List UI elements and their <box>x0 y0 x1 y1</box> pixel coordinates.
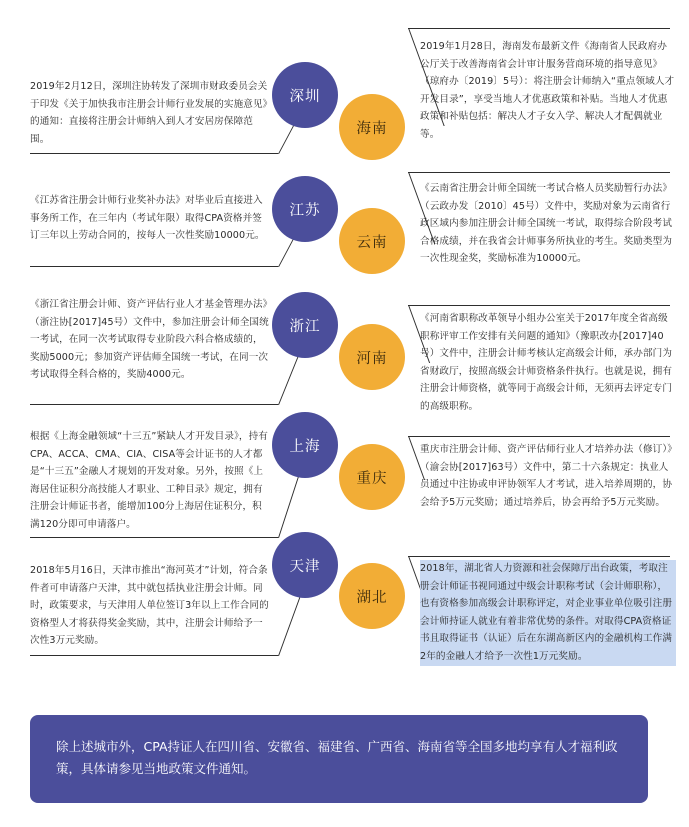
city-circle-tianjin: 天津 <box>272 532 338 598</box>
chongqing-policy-text: 重庆市注册会计师、资产评估师行业人才培养办法（修订）》（渝会协[2017]63号）文件中，第二十六条规定：执业人员通过中注协或申评协领军人才考试，进入培养周期的，协会给予5万元奖励；通过培养后，协会再给予5万元奖励。 <box>420 444 673 508</box>
city-circle-zhejiang: 浙江 <box>272 292 338 358</box>
city-circle-hubei: 湖北 <box>339 563 405 629</box>
shanghai-underline <box>30 537 278 538</box>
tianjin-underline <box>30 655 278 656</box>
yunnan-policy-text: 《云南省注册会计师全国统一考试合格人员奖励暂行办法》（云政办发〔2010〕45号）文件中，奖励对象为云南省行政区域内参加注册会计师全国统一考试，取得综合阶段考试合格成绩，并在我省会计师事务所执业的考生。奖励类型为一次性现金奖，奖励标准为10000元。 <box>420 183 673 265</box>
city-circle-shanghai: 上海 <box>272 412 338 478</box>
yunnan-topline <box>408 172 670 173</box>
henan-policy-text: 《河南省职称改革领导小组办公室关于2017年度全省高级职称评审工作安排有关问题的通知》（豫职改办[2017]40号）文件中，注册会计师考核认定高级会计师，承办部门为省财政厅，按照高级会计师资格条件执行。也就是说，拥有注册会计师资格，就等同于高级会计师，无须再去评定专门的高级职称。 <box>420 313 673 412</box>
hubei-policy-text: 2018年，湖北省人力资源和社会保障厅出台政策，考取注册会计师证书视同通过中级会计职称考试（会计师职称），也有资格参加高级会计职称评定，对企业事业单位吸引注册会计师持证人就业有着非常优势的条件。对取得CPA资格证书且取得证书（认证）后在东湖高新区内的金融机构工作满2年的金融人才给予一次性1万元奖励。 <box>420 560 676 666</box>
city-circle-yunnan: 云南 <box>339 208 405 274</box>
jiangsu-underline <box>30 266 278 267</box>
henan-topline <box>408 305 670 306</box>
city-circle-shenzhen: 深圳 <box>272 62 338 128</box>
shanghai-policy-text: 根据《上海金融领域“十三五”紧缺人才开发目录》，持有CPA、ACCA、CMA、CIA、CISA等会计证书的人才都是“十三五”金融人才规划的开发对象。另外，按照《上海居住证积分高技能人才职业、工种目录》规定，拥有注册会计师证书者，能增加100分上海居住证积分，积满120分即可申请落户。 <box>30 431 268 530</box>
shenzhen-policy-text: 2019年2月12日，深圳注协转发了深圳市财政委员会关于印发《关于加快我市注册会计师行业发展的实施意见》的通知：直接将注册会计师纳入到人才安居房保障范围。 <box>30 81 268 145</box>
city-circle-jiangsu: 江苏 <box>272 176 338 242</box>
hainan-policy-text: 2019年1月28日，海南发布最新文件《海南省人民政府办公厅关于改善海南省会计审计服务营商环境的指导意见》（琼府办〔2019〕5号）：将注册会计师纳入“重点领域人才开发目录”，享受当地人才优惠政策和补贴。当地人才优惠政策和补贴包括：解决人才子女入学、解决人才配偶就业等。 <box>420 41 675 140</box>
zhejiang-underline <box>30 404 278 405</box>
hubei-topline <box>408 556 670 557</box>
city-circle-henan: 河南 <box>339 324 405 390</box>
jiangsu-policy-text: 《江苏省注册会计师行业奖补办法》对毕业后直接进入事务所工作，在三年内（考试年限）取得CPA资格并签订三年以上劳动合同的，按每人一次性奖励10000元。 <box>30 195 265 242</box>
footer-note-banner <box>30 715 648 803</box>
shenzhen-underline <box>30 153 278 154</box>
footer-note-text: 除上述城市外，CPA持证人在四川省、安徽省、福建省、广西省、海南省等全国多地均享有人才福利政策，具体请参见当地政策文件通知。 <box>56 739 618 776</box>
zhejiang-policy-text: 《浙江省注册会计师、资产评估行业人才基金管理办法》（浙注协[2017]45号）文件中，参加注册会计师全国统一考试，在同一次考试取得专业阶段六科合格成绩的，奖励5000元；参加资产评估师全国统一考试，在同一次考试取得全科合格的，奖励4000元。 <box>30 299 269 381</box>
city-circle-hainan: 海南 <box>339 94 405 160</box>
city-circle-chongqing: 重庆 <box>339 444 405 510</box>
tianjin-policy-text: 2018年5月16日，天津市推出“海河英才”计划，符合条件者可申请落户天津，其中就包括执业注册会计师。同时，政策要求，与天津用人单位签订3年以上工作合同的资格型人才将获得奖金奖励，其中，注册会计师给予一次性3万元奖励。 <box>30 565 269 647</box>
hainan-topline <box>408 28 670 29</box>
chongqing-topline <box>408 436 670 437</box>
